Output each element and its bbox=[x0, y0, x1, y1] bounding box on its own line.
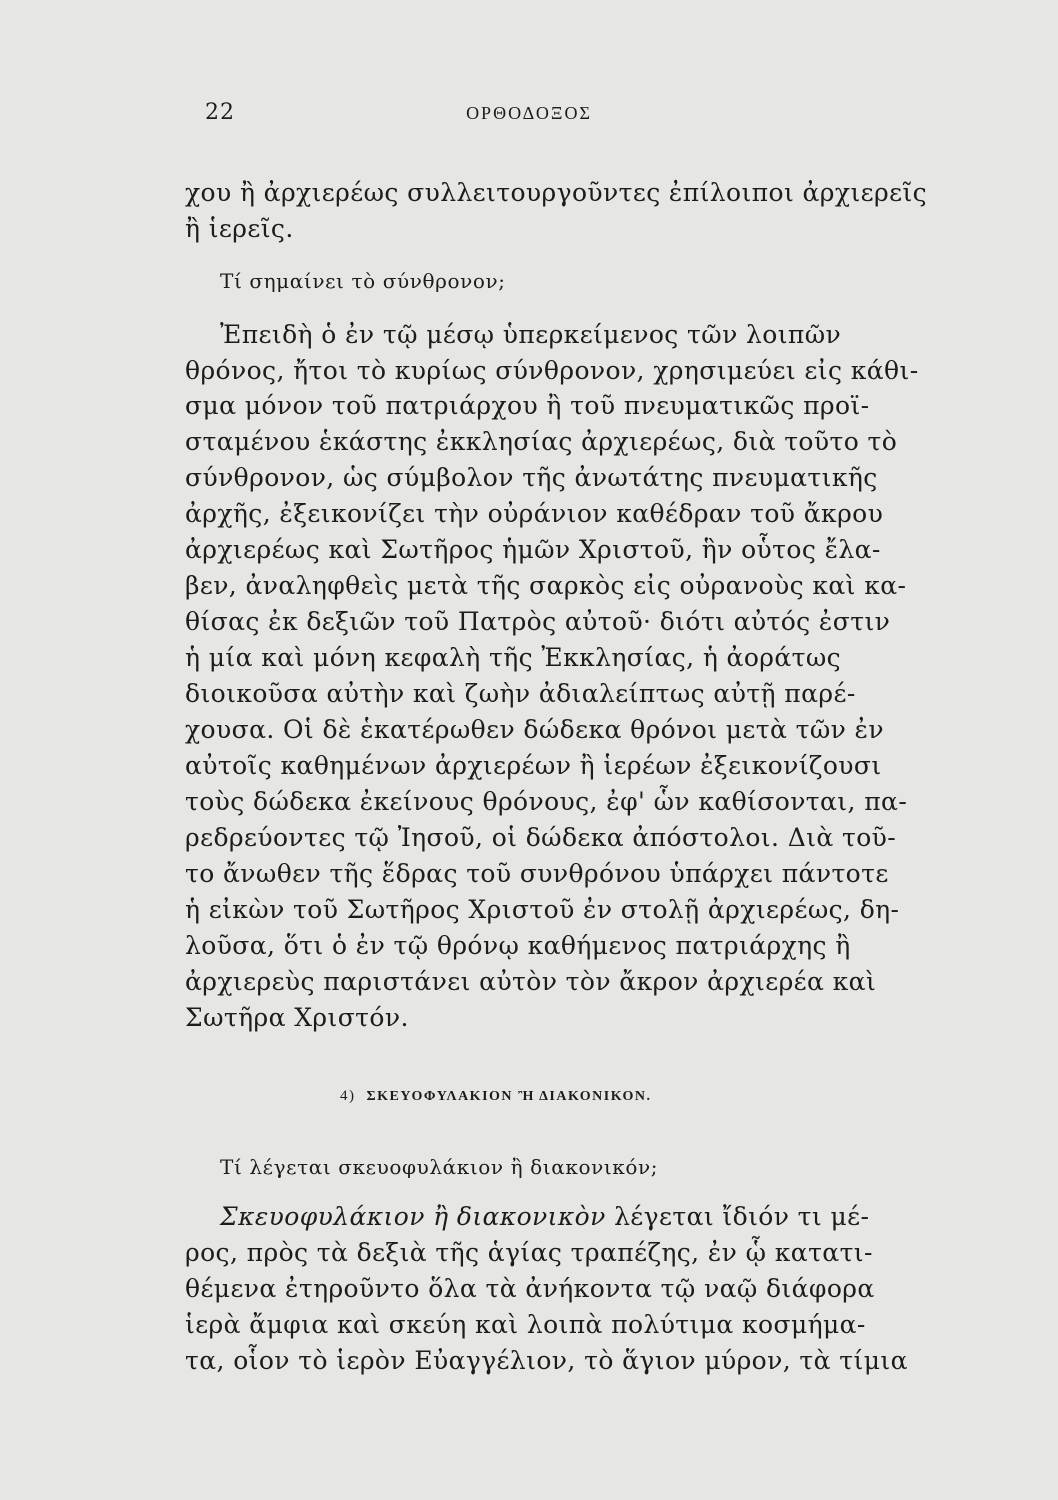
section-number: 4) bbox=[340, 1088, 356, 1104]
text-line: θίσας ἐκ δεξιῶν τοῦ Πατρὸς αὐτοῦ· διότι αὐτός ἐστιν bbox=[185, 607, 891, 636]
section-title: ΣΚΕΥΟΦΥΛΑΚΙΟΝ Ἢ ΔΙΑΚΟΝΙΚΟΝ. bbox=[366, 1089, 652, 1104]
text-line: χου ἢ ἀρχιερέως συλλειτουργοῦντες ἐπίλοιποι ἀρχιερεῖς bbox=[185, 178, 928, 207]
text-line: λοῦσα, ὅτι ὁ ἐν τῷ θρόνῳ καθήμενος πατριάρχης ἢ bbox=[185, 931, 851, 960]
text-line: ἢ ἱερεῖς. bbox=[185, 214, 294, 243]
running-head: ΟΡΘΟΔΟΞΟΣ bbox=[466, 103, 592, 123]
text-line bbox=[220, 1202, 869, 1232]
text-line: τοὺς δώδεκα ἐκείνους θρόνους, ἐφ' ὧν καθίσονται, πα- bbox=[185, 787, 908, 816]
text-line: Ἐπειδὴ ὁ ἐν τῷ μέσῳ ὑπερκείμενος τῶν λοιπῶν bbox=[220, 320, 842, 349]
text-line: βεν, ἀναληφθεὶς μετὰ τῆς σαρκὸς εἰς οὐρανοὺς καὶ κα- bbox=[185, 571, 907, 600]
text-line: αὐτοῖς καθημένων ἀρχιερέων ἢ ἱερέων ἐξεικονίζουσι bbox=[185, 751, 882, 780]
text-line: ρος, πρὸς τὰ δεξιὰ τῆς ἁγίας τραπέζης, ἐν ᾧ κατατι- bbox=[185, 1238, 873, 1267]
text-line: ἀρχιερεὺς παριστάνει αὐτὸν τὸν ἄκρον ἀρχιερέα καὶ bbox=[185, 967, 877, 996]
text-line: σμα μόνον τοῦ πατριάρχου ἢ τοῦ πνευματικῶς προϊ- bbox=[185, 391, 870, 420]
text-line: σύνθρονον, ὡς σύμβολον τῆς ἀνωτάτης πνευματικῆς bbox=[185, 463, 878, 492]
text-line: διοικοῦσα αὐτὴν καὶ ζωὴν ἀδιαλείπτως αὐτῇ παρέ- bbox=[185, 679, 856, 708]
text-line: ἀρχῆς, ἐξεικονίζει τὴν οὐράνιον καθέδραν τοῦ ἄκρου bbox=[185, 499, 884, 528]
section-heading bbox=[340, 1088, 652, 1105]
text-line: ἡ εἰκὼν τοῦ Σωτῆρος Χριστοῦ ἐν στολῇ ἀρχιερέως, δη- bbox=[185, 895, 900, 924]
text-line: χουσα. Οἱ δὲ ἑκατέρωθεν δώδεκα θρόνοι μετὰ τῶν ἐν bbox=[185, 715, 884, 744]
text-span: λέγεται ἴδιόν τι μέ- bbox=[605, 1202, 870, 1231]
text-line: ἱερὰ ἄμφια καὶ σκεύη καὶ λοιπὰ πολύτιμα κοσμήμα- bbox=[185, 1310, 866, 1339]
text-line: τα, οἷον τὸ ἱερὸν Εὐαγγέλιον, τὸ ἅγιον μύρον, τὰ τίμια bbox=[185, 1346, 908, 1375]
text-line: το ἄνωθεν τῆς ἕδρας τοῦ συνθρόνου ὑπάρχει πάντοτε bbox=[185, 859, 889, 888]
text-line: ἡ μία καὶ μόνη κεφαλὴ τῆς Ἐκκλησίας, ἡ ἀοράτως bbox=[185, 643, 842, 672]
text-line: θέμενα ἐτηροῦντο ὅλα τὰ ἀνήκοντα τῷ ναῷ διάφορα bbox=[185, 1274, 875, 1303]
page-number: 22 bbox=[205, 100, 235, 125]
question-heading: Τί σημαίνει τὸ σύνθρονον; bbox=[220, 269, 506, 293]
text-line: θρόνος, ἤτοι τὸ κυρίως σύνθρονον, χρησιμεύει εἰς κάθι- bbox=[185, 356, 919, 385]
question-heading: Τί λέγεται σκευοφυλάκιον ἢ διακονικόν; bbox=[220, 1155, 659, 1179]
italic-term: Σκευοφυλάκιον ἢ διακονικὸν bbox=[220, 1202, 606, 1231]
text-line: Σωτῆρα Χριστόν. bbox=[185, 1003, 409, 1032]
text-line: ἀρχιερέως καὶ Σωτῆρος ἡμῶν Χριστοῦ, ἣν οὗτος ἔλα- bbox=[185, 535, 881, 564]
text-line: σταμένου ἑκάστης ἐκκλησίας ἀρχιερέως, διὰ τοῦτο τὸ bbox=[185, 427, 898, 456]
text-line: ρεδρεύοντες τῷ Ἰησοῦ, οἱ δώδεκα ἀπόστολοι. Διὰ τοῦ- bbox=[185, 823, 897, 852]
